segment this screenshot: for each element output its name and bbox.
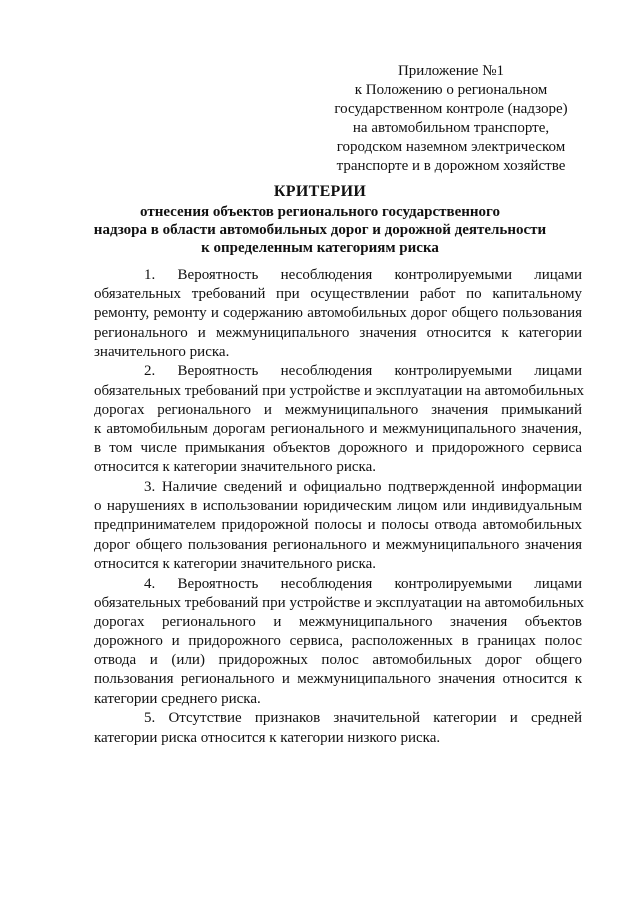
paragraph-line: дорожного и придорожного сервиса, расположенных в границах полос: [94, 633, 582, 650]
paragraph-line: о нарушениях в использовании юридическим лицом или индивидуальным: [94, 498, 582, 515]
appendix-line: на автомобильном транспорте,: [352, 120, 550, 136]
paragraph-line: 4. Вероятность несоблюдения контролируемыми лицами: [144, 575, 582, 592]
paragraph-line: дорогах регионального и межмуниципального значения примыканий: [94, 401, 582, 418]
document-title: КРИТЕРИИ: [273, 183, 367, 200]
appendix-line: транспорте и в дорожном хозяйстве: [336, 158, 566, 174]
paragraph-line: пользования регионального и межмуниципального значения относится к: [94, 671, 582, 688]
paragraph-line: ремонту, ремонту и содержанию автомобильных дорог общего пользования: [94, 305, 582, 322]
criterion-paragraph-4: [94, 575, 585, 709]
criterion-paragraph-3: [94, 478, 582, 574]
criterion-paragraph-2: [94, 362, 585, 477]
paragraph-line: категории риска относится к категории низкого риска.: [94, 729, 441, 746]
appendix-note: [320, 62, 582, 176]
paragraph-line: обязательных требований при осуществлении работ по капитальному: [94, 286, 582, 303]
paragraph-line: относится к категории значительного риска.: [94, 459, 376, 476]
document-heading: [80, 181, 560, 257]
appendix-line: городском наземном электрическом: [336, 139, 566, 155]
subtitle-line: к определенным категориям риска: [201, 240, 439, 256]
appendix-line: к Положению о региональном: [354, 82, 548, 98]
paragraph-line: значительного риска.: [94, 343, 230, 360]
document-subtitle: [80, 203, 560, 257]
paragraph-line: предпринимателем придорожной полосы и полосы отвода автомобильных: [94, 517, 582, 534]
paragraph-line: отвода и (или) придорожных полос автомобильных дорог общего: [94, 652, 582, 669]
paragraph-line: регионального и межмуниципального значения относится к категории: [94, 324, 582, 341]
paragraph-line: 5. Отсутствие признаков значительной категории и средней: [144, 710, 582, 727]
paragraph-line: категории среднего риска.: [94, 690, 261, 707]
appendix-line: государственном контроле (надзоре): [334, 101, 568, 117]
criterion-paragraph-5: [94, 709, 582, 747]
paragraph-line: дорог общего пользования регионального и межмуниципального значения: [94, 536, 582, 553]
criterion-paragraph-1: [94, 266, 582, 362]
paragraph-line: дорогах регионального и межмуниципального значения объектов: [94, 613, 582, 630]
paragraph-line: обязательных требований при устройстве и эксплуатации на автомобильных: [94, 594, 585, 611]
paragraph-line: относится к категории значительного риска.: [94, 555, 376, 572]
paragraph-line: обязательных требований при устройстве и эксплуатации на автомобильных: [94, 382, 585, 399]
appendix-line: Приложение №1: [397, 63, 505, 79]
paragraph-line: к автомобильным дорогам регионального и межмуниципального значения,: [94, 421, 582, 437]
subtitle-line: надзора в области автомобильных дорог и дорожной деятельности: [93, 222, 547, 238]
paragraph-line: 2. Вероятность несоблюдения контролируемыми лицами: [144, 363, 582, 380]
criteria-list: [94, 266, 585, 748]
paragraph-line: 1. Вероятность несоблюдения контролируемыми лицами: [144, 267, 582, 283]
paragraph-line: в том числе примыкания объектов дорожного и придорожного сервиса: [94, 440, 582, 457]
subtitle-line: отнесения объектов регионального государственного: [140, 204, 500, 220]
paragraph-line: 3. Наличие сведений и официально подтвержденной информации: [144, 479, 582, 496]
